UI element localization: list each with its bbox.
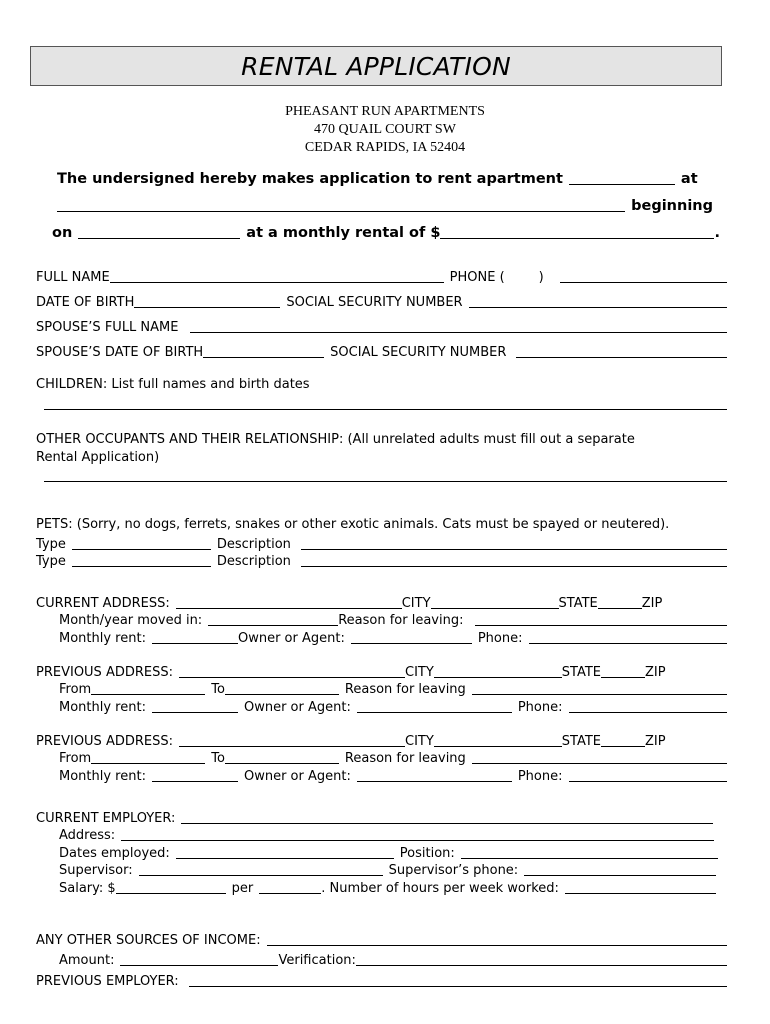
previous-zip-label: ZIP (645, 665, 666, 680)
pets-note: PETS: (Sorry, no dogs, ferrets, snakes or other exotic animals. Cats must be spayed or neutered). (36, 517, 670, 532)
position-label: Position: (399, 846, 455, 861)
dob-row (36, 293, 727, 310)
intro-line-3 (52, 225, 720, 241)
previous-address-label: PREVIOUS ADDRESS: (36, 665, 173, 680)
dob-label: DATE OF BIRTH (36, 295, 135, 310)
property-street: 470 QUAIL COURT SW (314, 122, 456, 137)
current-rent-field[interactable] (152, 642, 238, 644)
to-field[interactable] (225, 762, 339, 764)
previous-address-row-2 (36, 732, 695, 749)
spouse-ssn-label: SOCIAL SECURITY NUMBER (330, 345, 507, 360)
phone-label: PHONE ( (449, 270, 505, 285)
employer-label: CURRENT EMPLOYER: (36, 811, 176, 826)
employment-dates-row (59, 844, 718, 861)
employer-row (36, 809, 713, 826)
pet-row-1 (36, 535, 727, 552)
spouse-name-field[interactable] (190, 331, 727, 333)
salary-field[interactable] (116, 892, 226, 894)
intro-line-2 (57, 198, 713, 214)
pet-type-field[interactable] (72, 565, 211, 567)
verification-label: Verification: (278, 953, 356, 968)
spouse-name-row (36, 318, 727, 335)
supervisor-label: Supervisor: (59, 863, 133, 878)
per-label: per (231, 881, 254, 896)
current-zip-label: ZIP (641, 596, 663, 611)
previous-rent-row-2 (59, 767, 727, 784)
previous-city-field[interactable] (434, 676, 562, 678)
pet-description-field[interactable] (301, 548, 727, 550)
previous-rent-field[interactable] (152, 780, 238, 782)
position-field[interactable] (461, 857, 718, 859)
pet-description-label: Description (216, 554, 291, 569)
dates-employed-label: Dates employed: (59, 846, 170, 861)
to-label: To (211, 751, 225, 766)
previous-owner-label: Owner or Agent: (243, 700, 351, 715)
spouse-name-label: SPOUSE’S FULL NAME (36, 320, 179, 335)
amount-label: Amount: (59, 953, 115, 968)
supervisor-field[interactable] (139, 874, 383, 876)
current-address-label: CURRENT ADDRESS: (36, 596, 170, 611)
previous-phone-label: Phone: (517, 700, 563, 715)
intro-text-1: The undersigned hereby makes application to rent apartment (57, 171, 563, 187)
page-title: RENTAL APPLICATION (241, 52, 511, 81)
current-state-label: STATE (558, 596, 598, 611)
occupants-field[interactable] (44, 481, 727, 482)
phone-close-paren: ) (538, 270, 544, 285)
salary-period-field[interactable] (259, 892, 321, 894)
employer-address-label: Address: (59, 828, 116, 843)
salary-label: Salary: $ (59, 881, 116, 896)
ssn-field[interactable] (469, 306, 727, 308)
previous-city-label: CITY (405, 665, 434, 680)
previous-address-field[interactable] (179, 745, 405, 747)
intro-at: at (680, 171, 698, 187)
hours-field[interactable] (565, 892, 716, 894)
salary-row (59, 879, 716, 896)
pet-type-label: Type (36, 554, 66, 569)
previous-dates-row-1 (59, 680, 727, 697)
phone-field[interactable] (560, 281, 727, 283)
current-reason-field[interactable] (475, 624, 727, 626)
ssn-label: SOCIAL SECURITY NUMBER (286, 295, 463, 310)
from-field[interactable] (91, 693, 205, 695)
supervisor-phone-field[interactable] (524, 874, 716, 876)
children-label: CHILDREN: List full names and birth dates (36, 377, 310, 392)
children-field[interactable] (44, 409, 727, 410)
current-phone-label: Phone: (477, 631, 523, 646)
pet-description-label: Description (216, 537, 291, 552)
spouse-dob-field[interactable] (203, 356, 324, 358)
current-state-field[interactable] (598, 607, 642, 609)
full-name-field[interactable] (110, 281, 444, 283)
occupants-label: OTHER OCCUPANTS AND THEIR RELATIONSHIP: (All unrelated adults must fill out a separate (36, 432, 635, 447)
current-movein-row (59, 611, 727, 628)
from-label: From (59, 751, 92, 766)
previous-address-row-1 (36, 663, 695, 680)
previous-state-label: STATE (561, 665, 602, 680)
supervisor-row (59, 861, 716, 878)
previous-city-label: CITY (405, 734, 434, 749)
previous-employer-row (36, 972, 727, 989)
employer-address-row (59, 826, 714, 843)
phone-area-code-field[interactable] (505, 281, 539, 283)
current-owner-label: Owner or Agent: (237, 631, 345, 646)
previous-reason-label: Reason for leaving (344, 682, 466, 697)
title-banner (30, 46, 722, 86)
other-income-label: ANY OTHER SOURCES OF INCOME: (36, 933, 261, 948)
employer-address-field[interactable] (121, 839, 714, 841)
previous-state-field[interactable] (601, 745, 645, 747)
hours-label: . Number of hours per week worked: (321, 881, 559, 896)
spouse-ssn-field[interactable] (516, 356, 727, 358)
current-city-field[interactable] (431, 607, 559, 609)
employer-field[interactable] (181, 822, 713, 824)
previous-phone-label: Phone: (517, 769, 563, 784)
dates-employed-field[interactable] (176, 857, 394, 859)
previous-owner-label: Owner or Agent: (243, 769, 351, 784)
intro-period: . (714, 225, 720, 241)
previous-city-field[interactable] (434, 745, 562, 747)
previous-employer-label: PREVIOUS EMPLOYER: (36, 974, 179, 989)
current-address-field[interactable] (176, 607, 402, 609)
current-reason-label: Reason for leaving: (338, 613, 464, 628)
spouse-dob-row (36, 343, 727, 360)
previous-zip-label: ZIP (645, 734, 666, 749)
previous-address-label: PREVIOUS ADDRESS: (36, 734, 173, 749)
supervisor-phone-label: Supervisor’s phone: (388, 863, 519, 878)
previous-owner-field[interactable] (357, 780, 512, 782)
previous-state-field[interactable] (601, 676, 645, 678)
pet-row-2 (36, 552, 727, 569)
intro-line-1 (57, 171, 713, 187)
pet-type-label: Type (36, 537, 66, 552)
previous-rent-field[interactable] (152, 711, 238, 713)
current-city-label: CITY (401, 596, 431, 611)
current-rent-row (59, 629, 727, 646)
previous-address-field[interactable] (179, 676, 405, 678)
previous-rent-label: Monthly rent: (59, 700, 146, 715)
previous-phone-field[interactable] (569, 711, 728, 713)
previous-employer-field[interactable] (189, 985, 727, 987)
other-income-row (36, 931, 727, 948)
previous-state-label: STATE (561, 734, 602, 749)
pet-type-field[interactable] (72, 548, 211, 550)
apartment-number-field[interactable] (569, 183, 675, 185)
current-rent-label: Monthly rent: (59, 631, 146, 646)
intro-on: on (52, 225, 73, 241)
intro-monthly-rental: at a monthly rental of $ (246, 225, 441, 241)
moved-in-field[interactable] (208, 624, 338, 626)
start-date-field[interactable] (78, 237, 240, 239)
previous-phone-field[interactable] (569, 780, 728, 782)
to-field[interactable] (225, 693, 339, 695)
previous-reason-field[interactable] (472, 762, 727, 764)
spouse-dob-label: SPOUSE’S DATE OF BIRTH (36, 345, 204, 360)
intro-beginning: beginning (631, 198, 713, 214)
property-name: PHEASANT RUN APARTMENTS (285, 104, 485, 119)
current-address-row (36, 594, 695, 611)
previous-reason-label: Reason for leaving (344, 751, 466, 766)
from-label: From (59, 682, 92, 697)
full-name-label: FULL NAME (36, 270, 110, 285)
pet-description-field[interactable] (301, 565, 727, 567)
moved-in-label: Month/year moved in: (59, 613, 203, 628)
apartment-address-field[interactable] (57, 210, 625, 212)
dob-field[interactable] (134, 306, 280, 308)
monthly-rental-field[interactable] (440, 237, 714, 239)
current-phone-field[interactable] (529, 642, 728, 644)
previous-dates-row-2 (59, 749, 727, 766)
full-name-row (36, 268, 727, 285)
other-income-field[interactable] (267, 944, 727, 946)
amount-field[interactable] (120, 964, 278, 966)
verification-field[interactable] (356, 964, 727, 966)
current-owner-field[interactable] (351, 642, 472, 644)
previous-reason-field[interactable] (472, 693, 727, 695)
previous-rent-label: Monthly rent: (59, 769, 146, 784)
to-label: To (211, 682, 225, 697)
occupants-note: Rental Application) (36, 450, 160, 465)
property-city-line: CEDAR RAPIDS, IA 52404 (304, 140, 466, 155)
from-field[interactable] (91, 762, 205, 764)
previous-owner-field[interactable] (357, 711, 512, 713)
income-amount-row (59, 951, 727, 968)
previous-rent-row-1 (59, 698, 727, 715)
